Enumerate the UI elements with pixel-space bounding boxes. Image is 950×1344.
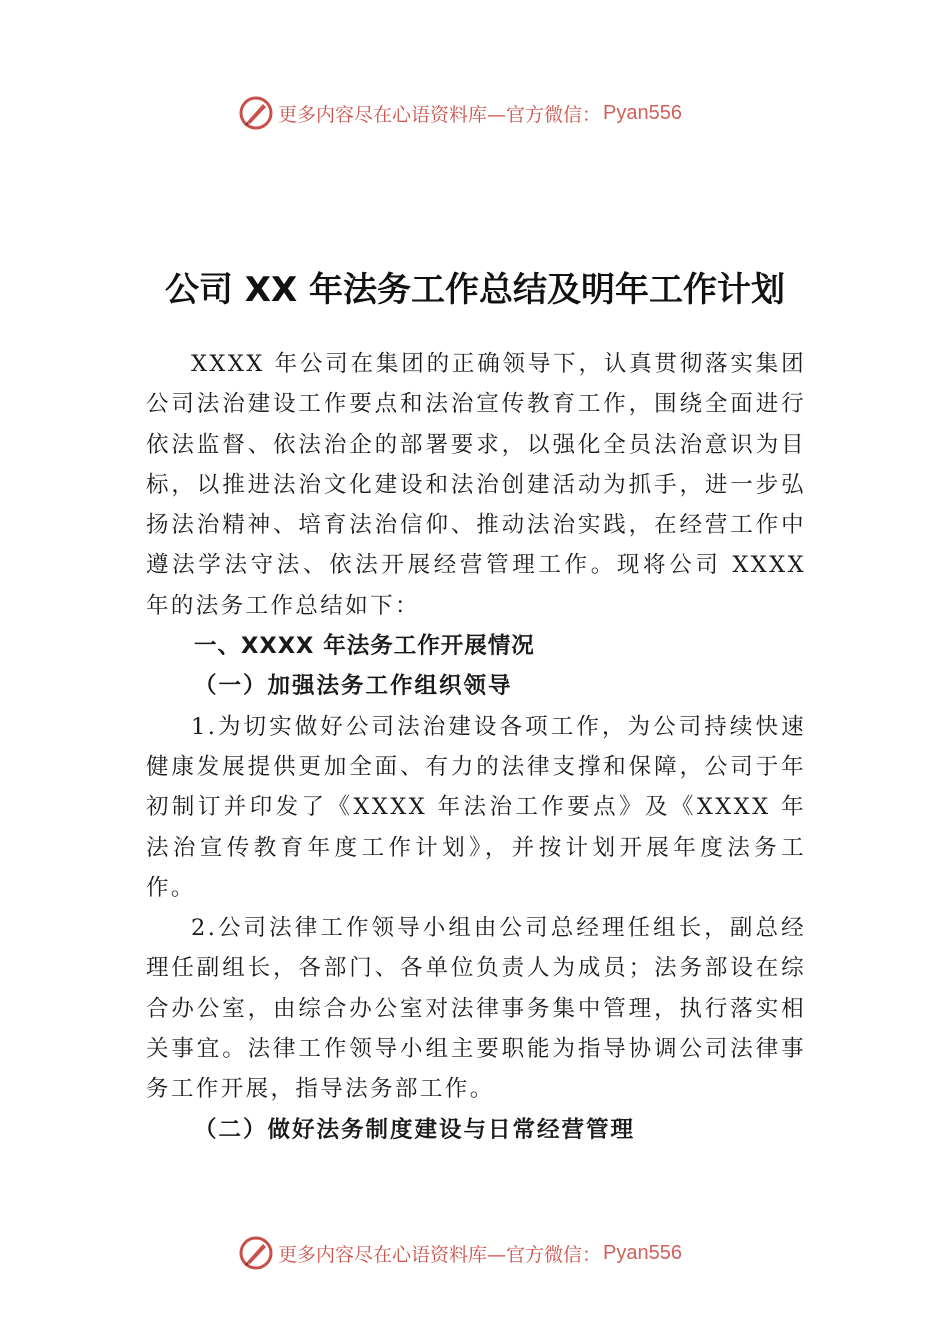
intro-paragraph: XXXX 年公司在集团的正确领导下，认真贯彻落实集团公司法治建设工作要点和法治宣传教育工作，围绕全面进行依法监督、依法治企的部署要求，以强化全员法治意识为目标，以推进法治文化建设和法治创建活动为抓手，进一步弘扬法治精神、培育法治信仰、推动法治实践，在经营工作中遵法学法守法、依法开展经营管理工作。现将公司 XXXX 年的法务工作总结如下：	[146, 351, 806, 619]
header-watermark-banner	[238, 93, 682, 133]
quill-logo-icon	[238, 95, 274, 131]
document-title: 公司 XX 年法务工作总结及明年工作计划	[164, 270, 786, 310]
item-paragraph: 1.为切实做好公司法治建设各项工作，为公司持续快速健康发展提供更加全面、有力的法律支撑和保障，公司于年初制订并印发了《XXXX 年法治工作要点》及《XXXX 年法治宣传教育年度工作计划》，并按计划开展年度法务工作。	[146, 713, 806, 901]
subsection-heading: （二）做好法务制度建设与日常经营管理	[194, 1116, 636, 1143]
banner-wechat-handle: Pyan556	[603, 1241, 682, 1264]
quill-logo-icon	[238, 1235, 274, 1271]
subsection-heading: （一）加强法务工作组织领导	[194, 673, 513, 700]
banner-wechat-handle: Pyan556	[603, 101, 682, 124]
section-heading: 一、XXXX 年法务工作开展情况	[194, 633, 535, 660]
banner-text: 更多内容尽在心语资料库—官方微信：	[278, 103, 602, 126]
footer-watermark-banner	[238, 1233, 682, 1273]
item-paragraph: 2.公司法律工作领导小组由公司总经理任组长，副总经理任副组长，各部门、各单位负责人为成员；法务部设在综合办公室，由综合办公室对法律事务集中管理，执行落实相关事宜。法律工作领导小组主要职能为指导协调公司法律事务工作开展，指导法务部工作。	[146, 915, 806, 1103]
banner-text: 更多内容尽在心语资料库—官方微信：	[278, 1243, 602, 1266]
document-body	[146, 344, 806, 1150]
